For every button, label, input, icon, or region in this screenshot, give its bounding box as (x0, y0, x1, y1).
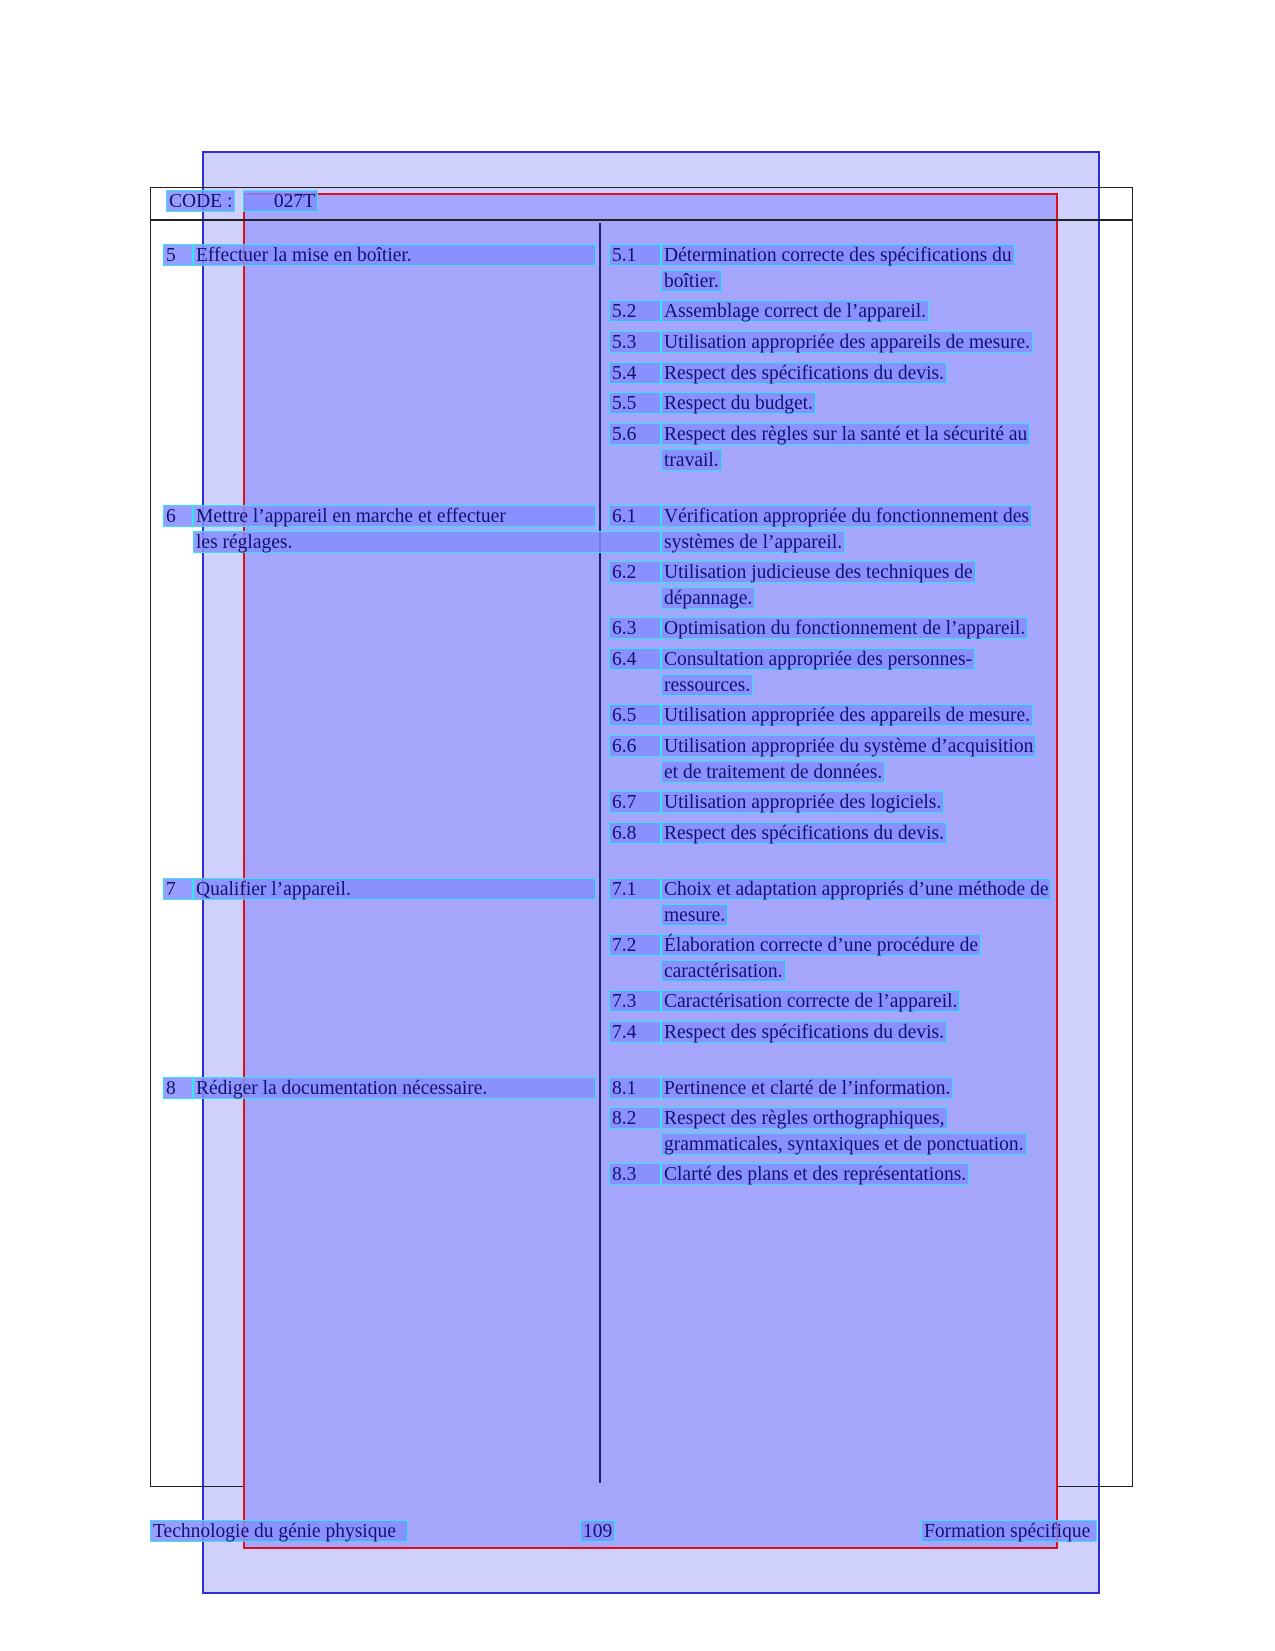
competency-number: 8 (163, 1077, 193, 1099)
criterion-number: 7.1 (609, 878, 661, 900)
criterion-number: 6.4 (609, 648, 661, 670)
criterion-text: Utilisation appropriée du système d’acquisition (661, 735, 1036, 757)
criterion-text: Consultation appropriée des personnes- (661, 648, 975, 670)
competency-number: 7 (163, 878, 193, 900)
criterion-text: Assemblage correct de l’appareil. (661, 300, 929, 322)
criterion-number: 6.8 (609, 822, 661, 844)
criterion-text: caractérisation. (661, 960, 786, 982)
criterion-text: Respect des règles orthographiques, (661, 1107, 948, 1129)
criterion-number: 7.4 (609, 1021, 661, 1043)
criterion-text: Utilisation appropriée des appareils de mesure. (661, 704, 1033, 726)
criterion-number: 6.1 (609, 505, 661, 527)
footer-section: Formation spécifique (921, 1520, 1097, 1542)
criterion-number: 8.2 (609, 1107, 661, 1129)
criterion-text: Utilisation appropriée des logiciels. (661, 791, 944, 813)
criterion-text: mesure. (661, 904, 728, 926)
competency-title: Rédiger la documentation nécessaire. (193, 1077, 596, 1099)
criterion-text: travail. (661, 449, 722, 471)
criterion-text: Choix et adaptation appropriés d’une méthode de (661, 878, 1051, 900)
criterion-text: boîtier. (661, 270, 722, 292)
criterion-text: Optimisation du fonctionnement de l’appareil. (661, 617, 1028, 639)
competency-number: 5 (163, 244, 193, 266)
criterion-number: 6.2 (609, 561, 661, 583)
competency-title: Qualifier l’appareil. (193, 878, 596, 900)
criterion-number: 6.3 (609, 617, 661, 639)
criterion-text: Respect des spécifications du devis. (661, 1021, 947, 1043)
criterion-number: 5.5 (609, 392, 661, 414)
criterion-text: Utilisation appropriée des appareils de mesure. (661, 331, 1033, 353)
criterion-text: Vérification appropriée du fonctionnement des (661, 505, 1032, 527)
criterion-text: Clarté des plans et des représentations. (661, 1163, 969, 1185)
criterion-text: et de traitement de données. (661, 761, 885, 783)
criterion-number: 5.1 (609, 244, 661, 266)
criterion-number: 5.6 (609, 423, 661, 445)
criterion-text: Caractérisation correcte de l’appareil. (661, 990, 960, 1012)
criterion-number: 8.1 (609, 1077, 661, 1099)
criterion-text: Respect des règles sur la santé et la sécurité au (661, 423, 1030, 445)
criterion-number: 5.4 (609, 362, 661, 384)
code-label: CODE : (166, 190, 235, 212)
code-value: 027T (243, 190, 318, 212)
criterion-text: systèmes de l’appareil. (661, 531, 845, 553)
competency-title: Effectuer la mise en boîtier. (193, 244, 596, 266)
competency-title: Mettre l’appareil en marche et effectuer (193, 505, 596, 527)
criterion-number: 6.7 (609, 791, 661, 813)
criterion-number: 5.2 (609, 300, 661, 322)
criterion-number: 6.6 (609, 735, 661, 757)
criterion-text: Élaboration correcte d’une procédure de (661, 934, 981, 956)
footer-program: Technologie du génie physique (150, 1520, 408, 1542)
criterion-text: grammaticales, syntaxiques et de ponctuation. (661, 1133, 1027, 1155)
criterion-text: Respect du budget. (661, 392, 816, 414)
column-divider (599, 223, 601, 1483)
criterion-number: 5.3 (609, 331, 661, 353)
criterion-number: 7.3 (609, 990, 661, 1012)
criterion-text: Respect des spécifications du devis. (661, 822, 947, 844)
code-underline (243, 219, 385, 221)
footer-page-number: 109 (580, 1520, 615, 1542)
criterion-text: dépannage. (661, 587, 755, 609)
criterion-text: ressources. (661, 674, 753, 696)
criterion-text: Détermination correcte des spécifications du (661, 244, 1015, 266)
criterion-number: 6.5 (609, 704, 661, 726)
competency-number: 6 (163, 505, 193, 527)
criterion-text: Utilisation judicieuse des techniques de (661, 561, 976, 583)
criterion-number: 7.2 (609, 934, 661, 956)
criterion-text: Respect des spécifications du devis. (661, 362, 947, 384)
criterion-number: 8.3 (609, 1163, 661, 1185)
competency-title: les réglages. (193, 531, 661, 553)
criterion-text: Pertinence et clarté de l’information. (661, 1077, 953, 1099)
